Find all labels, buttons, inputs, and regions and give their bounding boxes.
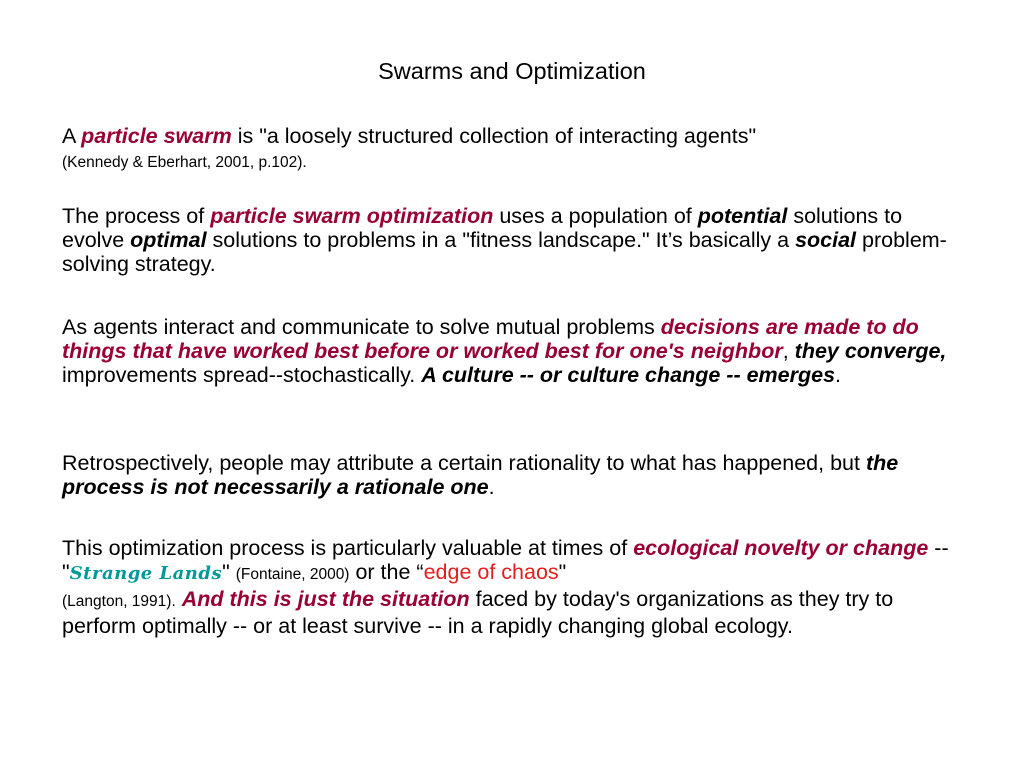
text: solutions to problems in a "fitness landscape." It’s basically a	[206, 228, 796, 252]
edge-of-chaos: edge of chaos	[423, 560, 559, 584]
text: -- "	[62, 536, 949, 584]
text: A	[62, 124, 82, 148]
text: or the “	[349, 560, 424, 584]
emphasis-pso: particle swarm optimization	[210, 204, 494, 228]
citation-fontaine: (Fontaine, 2000)	[235, 566, 350, 583]
text: "	[558, 560, 567, 584]
text: .	[835, 363, 842, 387]
text: As agents interact and communicate to solve mutual problems	[62, 315, 661, 339]
emphasis-decisions: decisions are made to do things that have worked best before or worked best for one's neighbor	[62, 315, 919, 363]
text: uses a population of	[493, 204, 698, 228]
text: is "a loosely structured collection of interacting agents"	[231, 124, 757, 148]
text: The process of	[62, 204, 211, 228]
paragraph-optimization-value	[62, 536, 962, 638]
bold-optimal: optimal	[130, 228, 207, 252]
bold-not-rational: the process is not necessarily a rationale one	[62, 451, 899, 499]
strange-lands-script: Strange Lands	[69, 563, 223, 584]
emphasis-situation: And this is just the situation	[181, 587, 470, 611]
emphasis-ecological-novelty: ecological novelty or change	[633, 536, 929, 560]
text: problem-solving strategy.	[62, 228, 947, 276]
citation-langton: (Langton, 1991).	[62, 593, 176, 610]
text: "	[222, 560, 236, 584]
paragraph-pso-process	[62, 204, 962, 276]
text: faced by today's organizations as they try to perform optimally -- or at least survive -- in a rapidly changing global ecology.	[62, 587, 894, 638]
paragraph-particle-swarm	[62, 124, 962, 175]
slide-title: Swarms and Optimization	[378, 58, 646, 84]
text: improvements spread--stochastically.	[62, 363, 422, 387]
text: Retrospectively, people may attribute a certain rationality to what has happened, but	[62, 451, 866, 475]
text: .	[488, 475, 495, 499]
bold-social: social	[795, 228, 857, 252]
paragraph-retrospectively	[62, 451, 962, 499]
bold-potential: potential	[697, 204, 788, 228]
bold-culture-emerges: A culture -- or culture change -- emerges	[421, 363, 836, 387]
text: ,	[782, 339, 795, 363]
text: This optimization process is particularly valuable at times of	[62, 536, 634, 560]
paragraph-agents-interact	[62, 315, 962, 387]
emphasis-particle-swarm: particle swarm	[81, 124, 232, 148]
citation-kennedy: (Kennedy & Eberhart, 2001, p.102).	[62, 154, 307, 171]
text: solutions to evolve	[62, 204, 903, 252]
bold-they-converge: they converge,	[794, 339, 947, 363]
